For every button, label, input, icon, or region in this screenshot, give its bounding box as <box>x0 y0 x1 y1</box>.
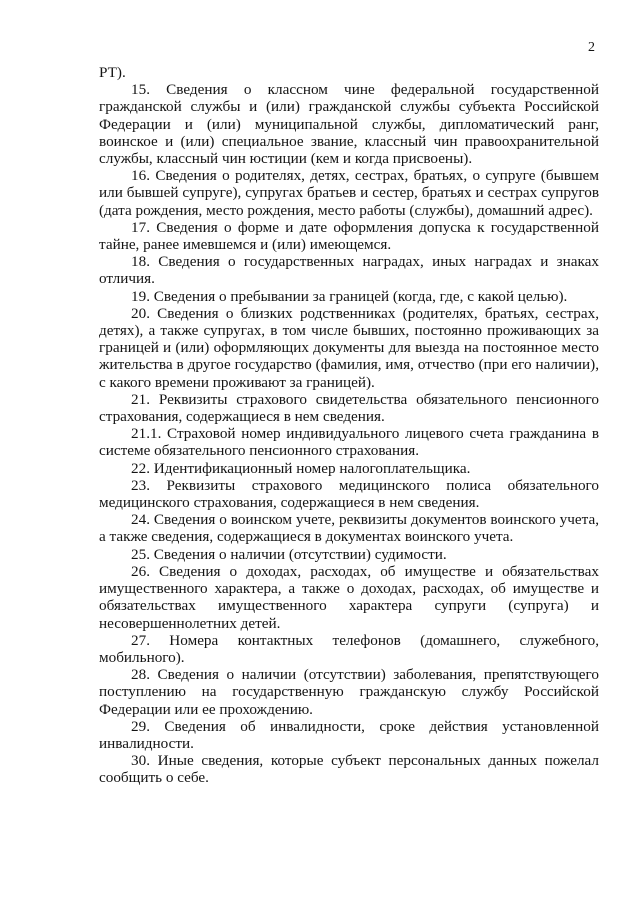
paragraph-item-22: 22. Идентификационный номер налогоплательщика. <box>131 459 471 477</box>
paragraph-item-18: 18. Сведения о государственных наградах, иных наградах и знаках отличия. <box>99 253 599 288</box>
paragraph-item-16: 16. Сведения о родителях, детях, сестрах, братьях, о супруге (бывшем или бывшей супруге), супругах братьев и сестер, братьях и сестрах супругов (дата рождения, место рождения, место работы (службы), домашний адрес). <box>99 167 599 219</box>
paragraph-item-21: 21. Реквизиты страхового свидетельства обязательного пенсионного страхования, содержащиеся в нем сведения. <box>99 390 599 426</box>
page-number: 2 <box>588 40 595 55</box>
paragraph-item-26: 26. Сведения о доходах, расходах, об имуществе и обязательствах имущественного характера, а также о доходах, расходах, об имуществе и обязательствах имущественного характера супруги (супруга) и несовершеннолетних детей. <box>99 562 599 632</box>
paragraph-item-15: 15. Сведения о классном чине федеральной государственной гражданской службы и (или) гражданской службы субъекта Российской Федерации и (или) муниципальной службы, дипломатический ранг, воинское и (или) специальное звание, классный чин правоохранительной службы, классный чин юстиции (кем и когда присвоены). <box>99 81 599 168</box>
paragraph-item-28: 28. Сведения о наличии (отсутствии) заболевания, препятствующего поступлению на государственную гражданскую службу Российской Федерации или ее прохождению. <box>99 666 599 718</box>
paragraph-item-21-1: 21.1. Страховой номер индивидуального лицевого счета гражданина в системе обязательного пенсионного страхования. <box>99 425 599 460</box>
paragraph-item-19: 19. Сведения о пребывании за границей (когда, где, с какой целью). <box>131 287 568 305</box>
paragraph-item-17: 17. Сведения о форме и дате оформления допуска к государственной тайне, ранее имевшемся и (или) имеющемся. <box>99 218 599 254</box>
paragraph-item-24: 24. Сведения о воинском учете, реквизиты документов воинского учета, а также сведения, содержащиеся в документах воинского учета. <box>99 511 599 546</box>
paragraph-item-27: 27. Номера контактных телефонов (домашнего, служебного, мобильного). <box>99 631 599 666</box>
paragraph-item-23: 23. Реквизиты страхового медицинского полиса обязательного медицинского страхования, содержащиеся в нем сведения. <box>99 476 599 512</box>
paragraph-item-20: 20. Сведения о близких родственниках (родителях, братьях, сестрах, детях), а также супругах, в том числе бывших, постоянно проживающих за границей и (или) оформляющих документы для выезда на постоянное место жительства в другое государство (фамилия, имя, отчество (при его наличии), с какого времени проживают за границей). <box>99 304 599 391</box>
document-body <box>99 64 599 787</box>
paragraph-item-30: 30. Иные сведения, которые субъект персональных данных пожелал сообщить о себе. <box>99 752 599 787</box>
paragraph-item-25: 25. Сведения о наличии (отсутствии) судимости. <box>131 545 447 563</box>
paragraph-item-29: 29. Сведения об инвалидности, сроке действия установленной инвалидности. <box>99 717 599 752</box>
paragraph-continuation: РТ). <box>99 64 126 81</box>
